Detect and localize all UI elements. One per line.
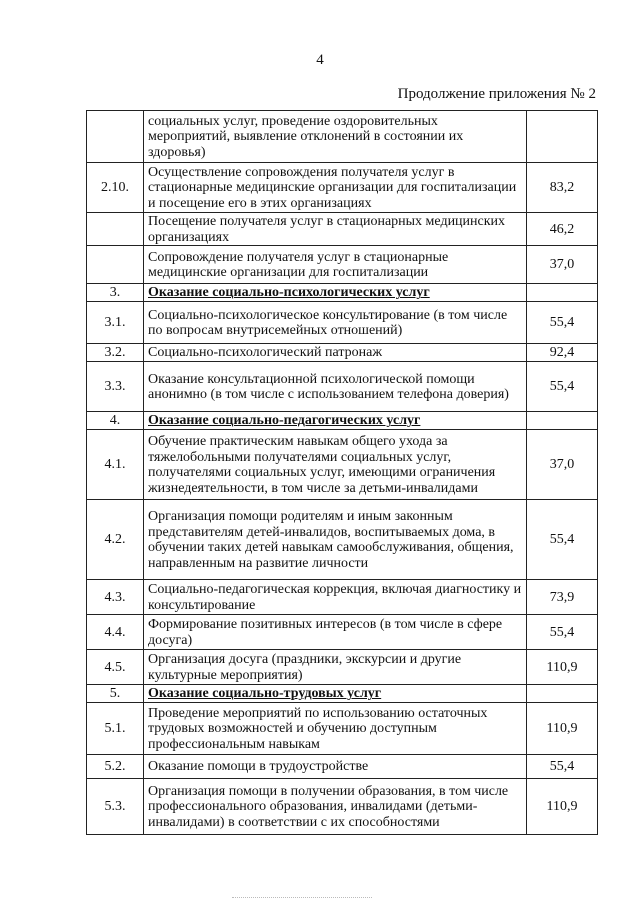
- table-row: [87, 779, 598, 835]
- service-price: [527, 412, 598, 430]
- scan-artifact: [232, 897, 372, 901]
- service-description: социальных услуг, проведение оздоровительных мероприятий, выявление отклонений в состоянии их здоровья): [144, 111, 527, 163]
- item-number: 5.: [87, 685, 144, 703]
- service-description: Организация досуга (праздники, экскурсии и другие культурные мероприятия): [144, 650, 527, 685]
- table-row: [87, 362, 598, 412]
- service-price: 37,0: [527, 430, 598, 500]
- service-price: 37,0: [527, 246, 598, 284]
- service-description: Посещение получателя услуг в стационарных медицинских организациях: [144, 213, 527, 246]
- table-row: [87, 615, 598, 650]
- item-number: 4.3.: [87, 580, 144, 615]
- item-number: 5.1.: [87, 703, 144, 755]
- section-row: [87, 284, 598, 302]
- item-number: 4.4.: [87, 615, 144, 650]
- service-price: 55,4: [527, 362, 598, 412]
- service-description: Организация помощи родителям и иным законным представителям детей-инвалидов, воспитываемых дома, в обучении таких детей навыкам самообслуживания, общения, направленным на развитие личности: [144, 500, 527, 580]
- service-price: 55,4: [527, 302, 598, 344]
- service-description: Проведение мероприятий по использованию остаточных трудовых возможностей и обучению доступным профессиональным навыкам: [144, 703, 527, 755]
- services-table-body: [87, 111, 598, 835]
- service-price: 73,9: [527, 580, 598, 615]
- table-row: [87, 213, 598, 246]
- item-number: 4.: [87, 412, 144, 430]
- service-description: Осуществление сопровождения получателя услуг в стационарные медицинские организации для госпитализации и посещение его в этих организациях: [144, 163, 527, 213]
- section-title: Оказание социально-психологических услуг: [144, 284, 527, 302]
- item-number: 3.: [87, 284, 144, 302]
- service-price: 46,2: [527, 213, 598, 246]
- page-number: 4: [316, 52, 324, 68]
- table-row: [87, 755, 598, 779]
- continuation-heading: Продолжение приложения № 2: [397, 86, 596, 102]
- table-row: [87, 111, 598, 163]
- service-price: [527, 685, 598, 703]
- section-row: [87, 412, 598, 430]
- service-price: [527, 284, 598, 302]
- item-number: [87, 213, 144, 246]
- table-row: [87, 163, 598, 213]
- table-row: [87, 500, 598, 580]
- service-description: Социально-педагогическая коррекция, включая диагностику и консультирование: [144, 580, 527, 615]
- item-number: 5.2.: [87, 755, 144, 779]
- table-row: [87, 703, 598, 755]
- service-price: 110,9: [527, 650, 598, 685]
- service-description: Социально-психологический патронаж: [144, 344, 527, 362]
- service-price: [527, 111, 598, 163]
- service-description: Оказание помощи в трудоустройстве: [144, 755, 527, 779]
- service-price: 92,4: [527, 344, 598, 362]
- service-price: 55,4: [527, 615, 598, 650]
- item-number: [87, 246, 144, 284]
- service-description: Сопровождение получателя услуг в стационарные медицинские организации для госпитализации: [144, 246, 527, 284]
- table-row: [87, 580, 598, 615]
- table-row: [87, 430, 598, 500]
- table-row: [87, 246, 598, 284]
- service-price: 110,9: [527, 703, 598, 755]
- table-row: [87, 650, 598, 685]
- item-number: 4.5.: [87, 650, 144, 685]
- table-row: [87, 344, 598, 362]
- service-description: Формирование позитивных интересов (в том числе в сфере досуга): [144, 615, 527, 650]
- item-number: 2.10.: [87, 163, 144, 213]
- service-description: Оказание консультационной психологической помощи анонимно (в том числе с использованием телефона доверия): [144, 362, 527, 412]
- service-description: Организация помощи в получении образования, в том числе профессионального образования, инвалидами (детьми-инвалидами) в соответствии с их способностями: [144, 779, 527, 835]
- service-price: 83,2: [527, 163, 598, 213]
- item-number: 4.2.: [87, 500, 144, 580]
- service-price: 55,4: [527, 500, 598, 580]
- table-row: [87, 302, 598, 344]
- service-description: Обучение практическим навыкам общего ухода за тяжелобольными получателями социальных услуг, получателями социальных услуг, имеющими ограничения жизнедеятельности, в том числе за детьми-инвалидами: [144, 430, 527, 500]
- service-price: 55,4: [527, 755, 598, 779]
- item-number: 3.3.: [87, 362, 144, 412]
- section-title: Оказание социально-трудовых услуг: [144, 685, 527, 703]
- item-number: 3.2.: [87, 344, 144, 362]
- item-number: [87, 111, 144, 163]
- item-number: 3.1.: [87, 302, 144, 344]
- service-description: Социально-психологическое консультирование (в том числе по вопросам внутрисемейных отношений): [144, 302, 527, 344]
- service-price: 110,9: [527, 779, 598, 835]
- item-number: 4.1.: [87, 430, 144, 500]
- section-row: [87, 685, 598, 703]
- section-title: Оказание социально-педагогических услуг: [144, 412, 527, 430]
- item-number: 5.3.: [87, 779, 144, 835]
- services-table: [86, 110, 598, 835]
